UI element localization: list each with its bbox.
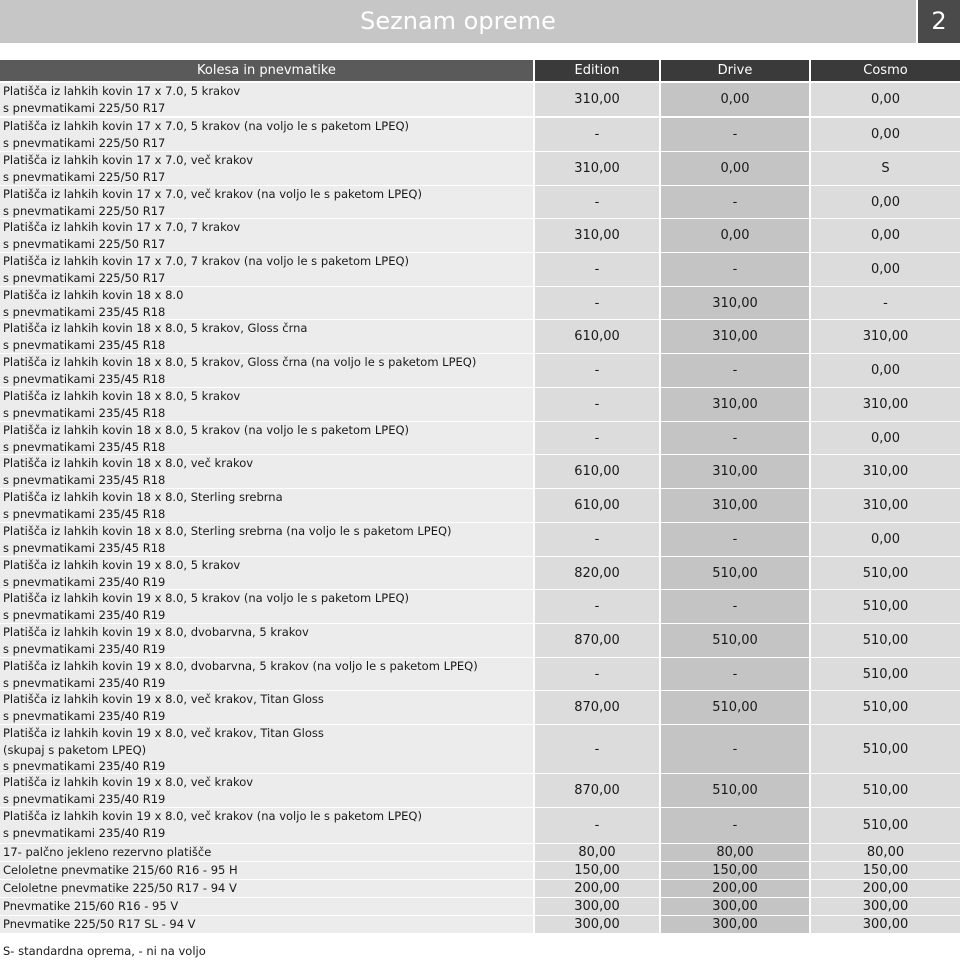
- tire-spec-text: s pnevmatikami 235/45 R18: [3, 405, 166, 420]
- price-cell-cosmo: 0,00: [811, 186, 960, 218]
- table-row: [0, 808, 960, 843]
- price-cell-edition: -: [535, 253, 659, 286]
- wheel-description-text: Platišča iz lahkih kovin 19 x 8.0, več krakov, Titan Gloss: [3, 726, 324, 740]
- price-cell-cosmo: 510,00: [811, 774, 960, 807]
- wheel-description-text: Platišča iz lahkih kovin 17 x 7.0, 5 krakov (na voljo le s paketom LPEQ): [3, 119, 410, 133]
- price-cell-edition: 310,00: [535, 219, 659, 252]
- wheel-description-text: Platišča iz lahkih kovin 17 x 7.0, 7 krakov (na voljo le s paketom LPEQ): [3, 254, 410, 268]
- tire-spec-text: s pnevmatikami 235/40 R19: [3, 825, 166, 840]
- price-cell-drive: 310,00: [661, 287, 809, 319]
- tire-spec-text: s pnevmatikami 235/45 R18: [3, 540, 166, 555]
- wheel-description-text: Platišča iz lahkih kovin 19 x 8.0, 5 krakov: [3, 558, 241, 572]
- tire-spec-text: s pnevmatikami 235/45 R18: [3, 371, 166, 386]
- price-cell-drive: -: [661, 725, 809, 773]
- table-row: [0, 880, 960, 897]
- price-cell-cosmo: 510,00: [811, 725, 960, 773]
- price-cell-drive: 80,00: [661, 844, 809, 861]
- wheel-description-text: Pnevmatike 225/50 R17 SL - 94 V: [3, 917, 196, 931]
- price-cell-drive: -: [661, 118, 809, 151]
- table-row: [0, 725, 960, 773]
- table-row: [0, 287, 960, 319]
- wheel-description-text: Pnevmatike 215/60 R16 - 95 V: [3, 899, 179, 913]
- price-cell-drive: 0,00: [661, 83, 809, 116]
- price-cell-cosmo: 310,00: [811, 388, 960, 421]
- tire-spec-text: s pnevmatikami 235/45 R18: [3, 506, 166, 521]
- tire-spec-text: s pnevmatikami 235/40 R19: [3, 759, 166, 773]
- price-cell-cosmo: 510,00: [811, 808, 960, 843]
- category-header: Kolesa in pnevmatike: [0, 60, 533, 81]
- price-cell-drive: -: [661, 186, 809, 218]
- wheel-description-text: Platišča iz lahkih kovin 18 x 8.0, Sterling srebrna: [3, 490, 283, 504]
- wheel-description-text: Platišča iz lahkih kovin 17 x 7.0, 7 krakov: [3, 220, 241, 234]
- price-cell-drive: 510,00: [661, 624, 809, 657]
- table-row: [0, 219, 960, 252]
- price-cell-cosmo: S: [811, 152, 960, 185]
- price-cell-edition: -: [535, 354, 659, 387]
- price-cell-edition: 820,00: [535, 557, 659, 589]
- price-cell-edition: -: [535, 186, 659, 218]
- wheel-description-text: Platišča iz lahkih kovin 18 x 8.0, 5 krakov: [3, 389, 241, 403]
- price-cell-edition: -: [535, 388, 659, 421]
- price-cell-drive: 300,00: [661, 898, 809, 915]
- wheel-description-text: Platišča iz lahkih kovin 18 x 8.0, Sterling srebrna (na voljo le s paketom LPEQ): [3, 524, 452, 538]
- wheel-description-text: Platišča iz lahkih kovin 19 x 8.0, dvobarvna, 5 krakov (na voljo le s paketom LPEQ): [3, 659, 478, 673]
- price-cell-cosmo: 150,00: [811, 862, 960, 879]
- table-row: [0, 916, 960, 933]
- column-header-drive: Drive: [661, 60, 809, 81]
- price-cell-drive: 150,00: [661, 862, 809, 879]
- tire-spec-text: s pnevmatikami 235/40 R19: [3, 791, 166, 806]
- price-cell-cosmo: 300,00: [811, 898, 960, 915]
- tire-spec-text: s pnevmatikami 235/45 R18: [3, 304, 166, 319]
- price-cell-drive: 510,00: [661, 774, 809, 807]
- price-cell-edition: 870,00: [535, 774, 659, 807]
- price-cell-edition: 300,00: [535, 916, 659, 933]
- price-cell-drive: 310,00: [661, 455, 809, 488]
- price-cell-drive: -: [661, 422, 809, 454]
- tire-spec-text: s pnevmatikami 235/40 R19: [3, 574, 166, 589]
- table-row: [0, 118, 960, 151]
- price-cell-cosmo: 310,00: [811, 455, 960, 488]
- price-cell-drive: -: [661, 523, 809, 556]
- tire-spec-text: s pnevmatikami 235/40 R19: [3, 708, 166, 723]
- wheel-description-text: Platišča iz lahkih kovin 18 x 8.0, 5 krakov (na voljo le s paketom LPEQ): [3, 423, 410, 437]
- footnote: S- standardna oprema, - ni na voljo: [3, 944, 206, 958]
- price-cell-edition: -: [535, 118, 659, 151]
- table-row: [0, 186, 960, 218]
- price-cell-drive: 510,00: [661, 691, 809, 724]
- price-cell-edition: -: [535, 590, 659, 623]
- tire-spec-text: s pnevmatikami 235/40 R19: [3, 607, 166, 622]
- price-cell-cosmo: -: [811, 287, 960, 319]
- tire-spec-text: s pnevmatikami 225/50 R17: [3, 135, 166, 150]
- price-cell-cosmo: 0,00: [811, 83, 960, 116]
- price-cell-cosmo: 510,00: [811, 557, 960, 589]
- table-row: [0, 455, 960, 488]
- wheel-description-text: 17- palčno jekleno rezervno platišče: [3, 845, 212, 859]
- column-header-cosmo: Cosmo: [811, 60, 960, 81]
- wheel-description-text: Platišča iz lahkih kovin 18 x 8.0, 5 krakov, Gloss črna: [3, 321, 308, 335]
- table-row: [0, 152, 960, 185]
- price-cell-edition: 870,00: [535, 624, 659, 657]
- wheel-description-text: Platišča iz lahkih kovin 18 x 8.0: [3, 288, 184, 302]
- price-cell-cosmo: 0,00: [811, 422, 960, 454]
- price-cell-drive: -: [661, 253, 809, 286]
- price-cell-edition: -: [535, 287, 659, 319]
- price-cell-drive: -: [661, 354, 809, 387]
- table-row: [0, 590, 960, 623]
- price-cell-cosmo: 310,00: [811, 489, 960, 522]
- price-cell-drive: 510,00: [661, 557, 809, 589]
- price-cell-cosmo: 0,00: [811, 219, 960, 252]
- table-row: [0, 422, 960, 454]
- tire-spec-text: s pnevmatikami 225/50 R17: [3, 100, 166, 115]
- tire-spec-text: s pnevmatikami 235/45 R18: [3, 472, 166, 487]
- price-cell-edition: -: [535, 658, 659, 690]
- price-cell-edition: 80,00: [535, 844, 659, 861]
- tire-spec-text: s pnevmatikami 225/50 R17: [3, 203, 166, 218]
- price-cell-cosmo: 200,00: [811, 880, 960, 897]
- price-cell-cosmo: 310,00: [811, 320, 960, 353]
- price-cell-drive: -: [661, 658, 809, 690]
- table-row: [0, 844, 960, 861]
- table-row: [0, 691, 960, 724]
- price-cell-drive: -: [661, 590, 809, 623]
- price-cell-edition: 610,00: [535, 489, 659, 522]
- price-cell-drive: 310,00: [661, 320, 809, 353]
- table-row: [0, 253, 960, 286]
- price-cell-drive: 200,00: [661, 880, 809, 897]
- wheel-description-text: Platišča iz lahkih kovin 19 x 8.0, 5 krakov (na voljo le s paketom LPEQ): [3, 591, 410, 605]
- column-header-edition: Edition: [535, 60, 659, 81]
- table-row: [0, 83, 960, 116]
- table-row: [0, 774, 960, 807]
- price-cell-edition: 200,00: [535, 880, 659, 897]
- table-row: [0, 658, 960, 690]
- price-cell-cosmo: 300,00: [811, 916, 960, 933]
- price-cell-edition: -: [535, 725, 659, 773]
- price-cell-edition: -: [535, 523, 659, 556]
- price-cell-cosmo: 510,00: [811, 691, 960, 724]
- wheel-description-text: Platišča iz lahkih kovin 19 x 8.0, več krakov (na voljo le s paketom LPEQ): [3, 809, 422, 823]
- price-cell-edition: 870,00: [535, 691, 659, 724]
- wheel-description-text: Celoletne pnevmatike 225/50 R17 - 94 V: [3, 881, 237, 895]
- wheel-description-text: Platišča iz lahkih kovin 19 x 8.0, več krakov: [3, 775, 254, 789]
- wheel-description-text: Platišča iz lahkih kovin 18 x 8.0, več krakov: [3, 456, 254, 470]
- price-cell-edition: 310,00: [535, 152, 659, 185]
- tire-spec-text: s pnevmatikami 235/45 R18: [3, 439, 166, 454]
- tire-spec-text: s pnevmatikami 235/40 R19: [3, 641, 166, 656]
- price-cell-cosmo: 80,00: [811, 844, 960, 861]
- table-row: [0, 354, 960, 387]
- price-cell-cosmo: 510,00: [811, 624, 960, 657]
- table-row: [0, 862, 960, 879]
- price-cell-edition: 300,00: [535, 898, 659, 915]
- price-cell-cosmo: 0,00: [811, 253, 960, 286]
- page-number: 2: [918, 0, 960, 43]
- price-cell-drive: 0,00: [661, 152, 809, 185]
- table-row: [0, 557, 960, 589]
- page-title: Seznam opreme: [360, 7, 556, 35]
- price-cell-cosmo: 510,00: [811, 658, 960, 690]
- table-row: [0, 489, 960, 522]
- price-cell-edition: 610,00: [535, 455, 659, 488]
- price-cell-edition: -: [535, 422, 659, 454]
- wheel-description-text: (skupaj s paketom LPEQ): [3, 742, 147, 757]
- wheel-description-text: Celoletne pnevmatike 215/60 R16 - 95 H: [3, 863, 238, 877]
- price-cell-drive: 310,00: [661, 388, 809, 421]
- price-cell-cosmo: 0,00: [811, 118, 960, 151]
- price-cell-drive: 0,00: [661, 219, 809, 252]
- wheel-description-text: Platišča iz lahkih kovin 19 x 8.0, dvobarvna, 5 krakov: [3, 625, 309, 639]
- table-row: [0, 624, 960, 657]
- price-cell-drive: 300,00: [661, 916, 809, 933]
- wheel-description-text: Platišča iz lahkih kovin 17 x 7.0, 5 krakov: [3, 84, 241, 98]
- price-cell-drive: 310,00: [661, 489, 809, 522]
- table-row: [0, 523, 960, 556]
- tire-spec-text: s pnevmatikami 225/50 R17: [3, 236, 166, 251]
- wheel-description-text: Platišča iz lahkih kovin 17 x 7.0, več krakov (na voljo le s paketom LPEQ): [3, 187, 422, 201]
- price-cell-cosmo: 510,00: [811, 590, 960, 623]
- table-row: [0, 898, 960, 915]
- wheel-description-text: Platišča iz lahkih kovin 19 x 8.0, več krakov, Titan Gloss: [3, 692, 324, 706]
- wheel-description-text: Platišča iz lahkih kovin 17 x 7.0, več krakov: [3, 153, 254, 167]
- price-cell-drive: -: [661, 808, 809, 843]
- tire-spec-text: s pnevmatikami 225/50 R17: [3, 169, 166, 184]
- wheel-description-text: Platišča iz lahkih kovin 18 x 8.0, 5 krakov, Gloss črna (na voljo le s paketom LPEQ): [3, 355, 477, 369]
- tire-spec-text: s pnevmatikami 225/50 R17: [3, 270, 166, 285]
- price-cell-edition: 610,00: [535, 320, 659, 353]
- price-cell-edition: 310,00: [535, 83, 659, 116]
- tire-spec-text: s pnevmatikami 235/45 R18: [3, 337, 166, 352]
- price-cell-edition: 150,00: [535, 862, 659, 879]
- table-row: [0, 388, 960, 421]
- price-cell-edition: -: [535, 808, 659, 843]
- table-row: [0, 320, 960, 353]
- tire-spec-text: s pnevmatikami 235/40 R19: [3, 675, 166, 690]
- price-cell-cosmo: 0,00: [811, 523, 960, 556]
- price-cell-cosmo: 0,00: [811, 354, 960, 387]
